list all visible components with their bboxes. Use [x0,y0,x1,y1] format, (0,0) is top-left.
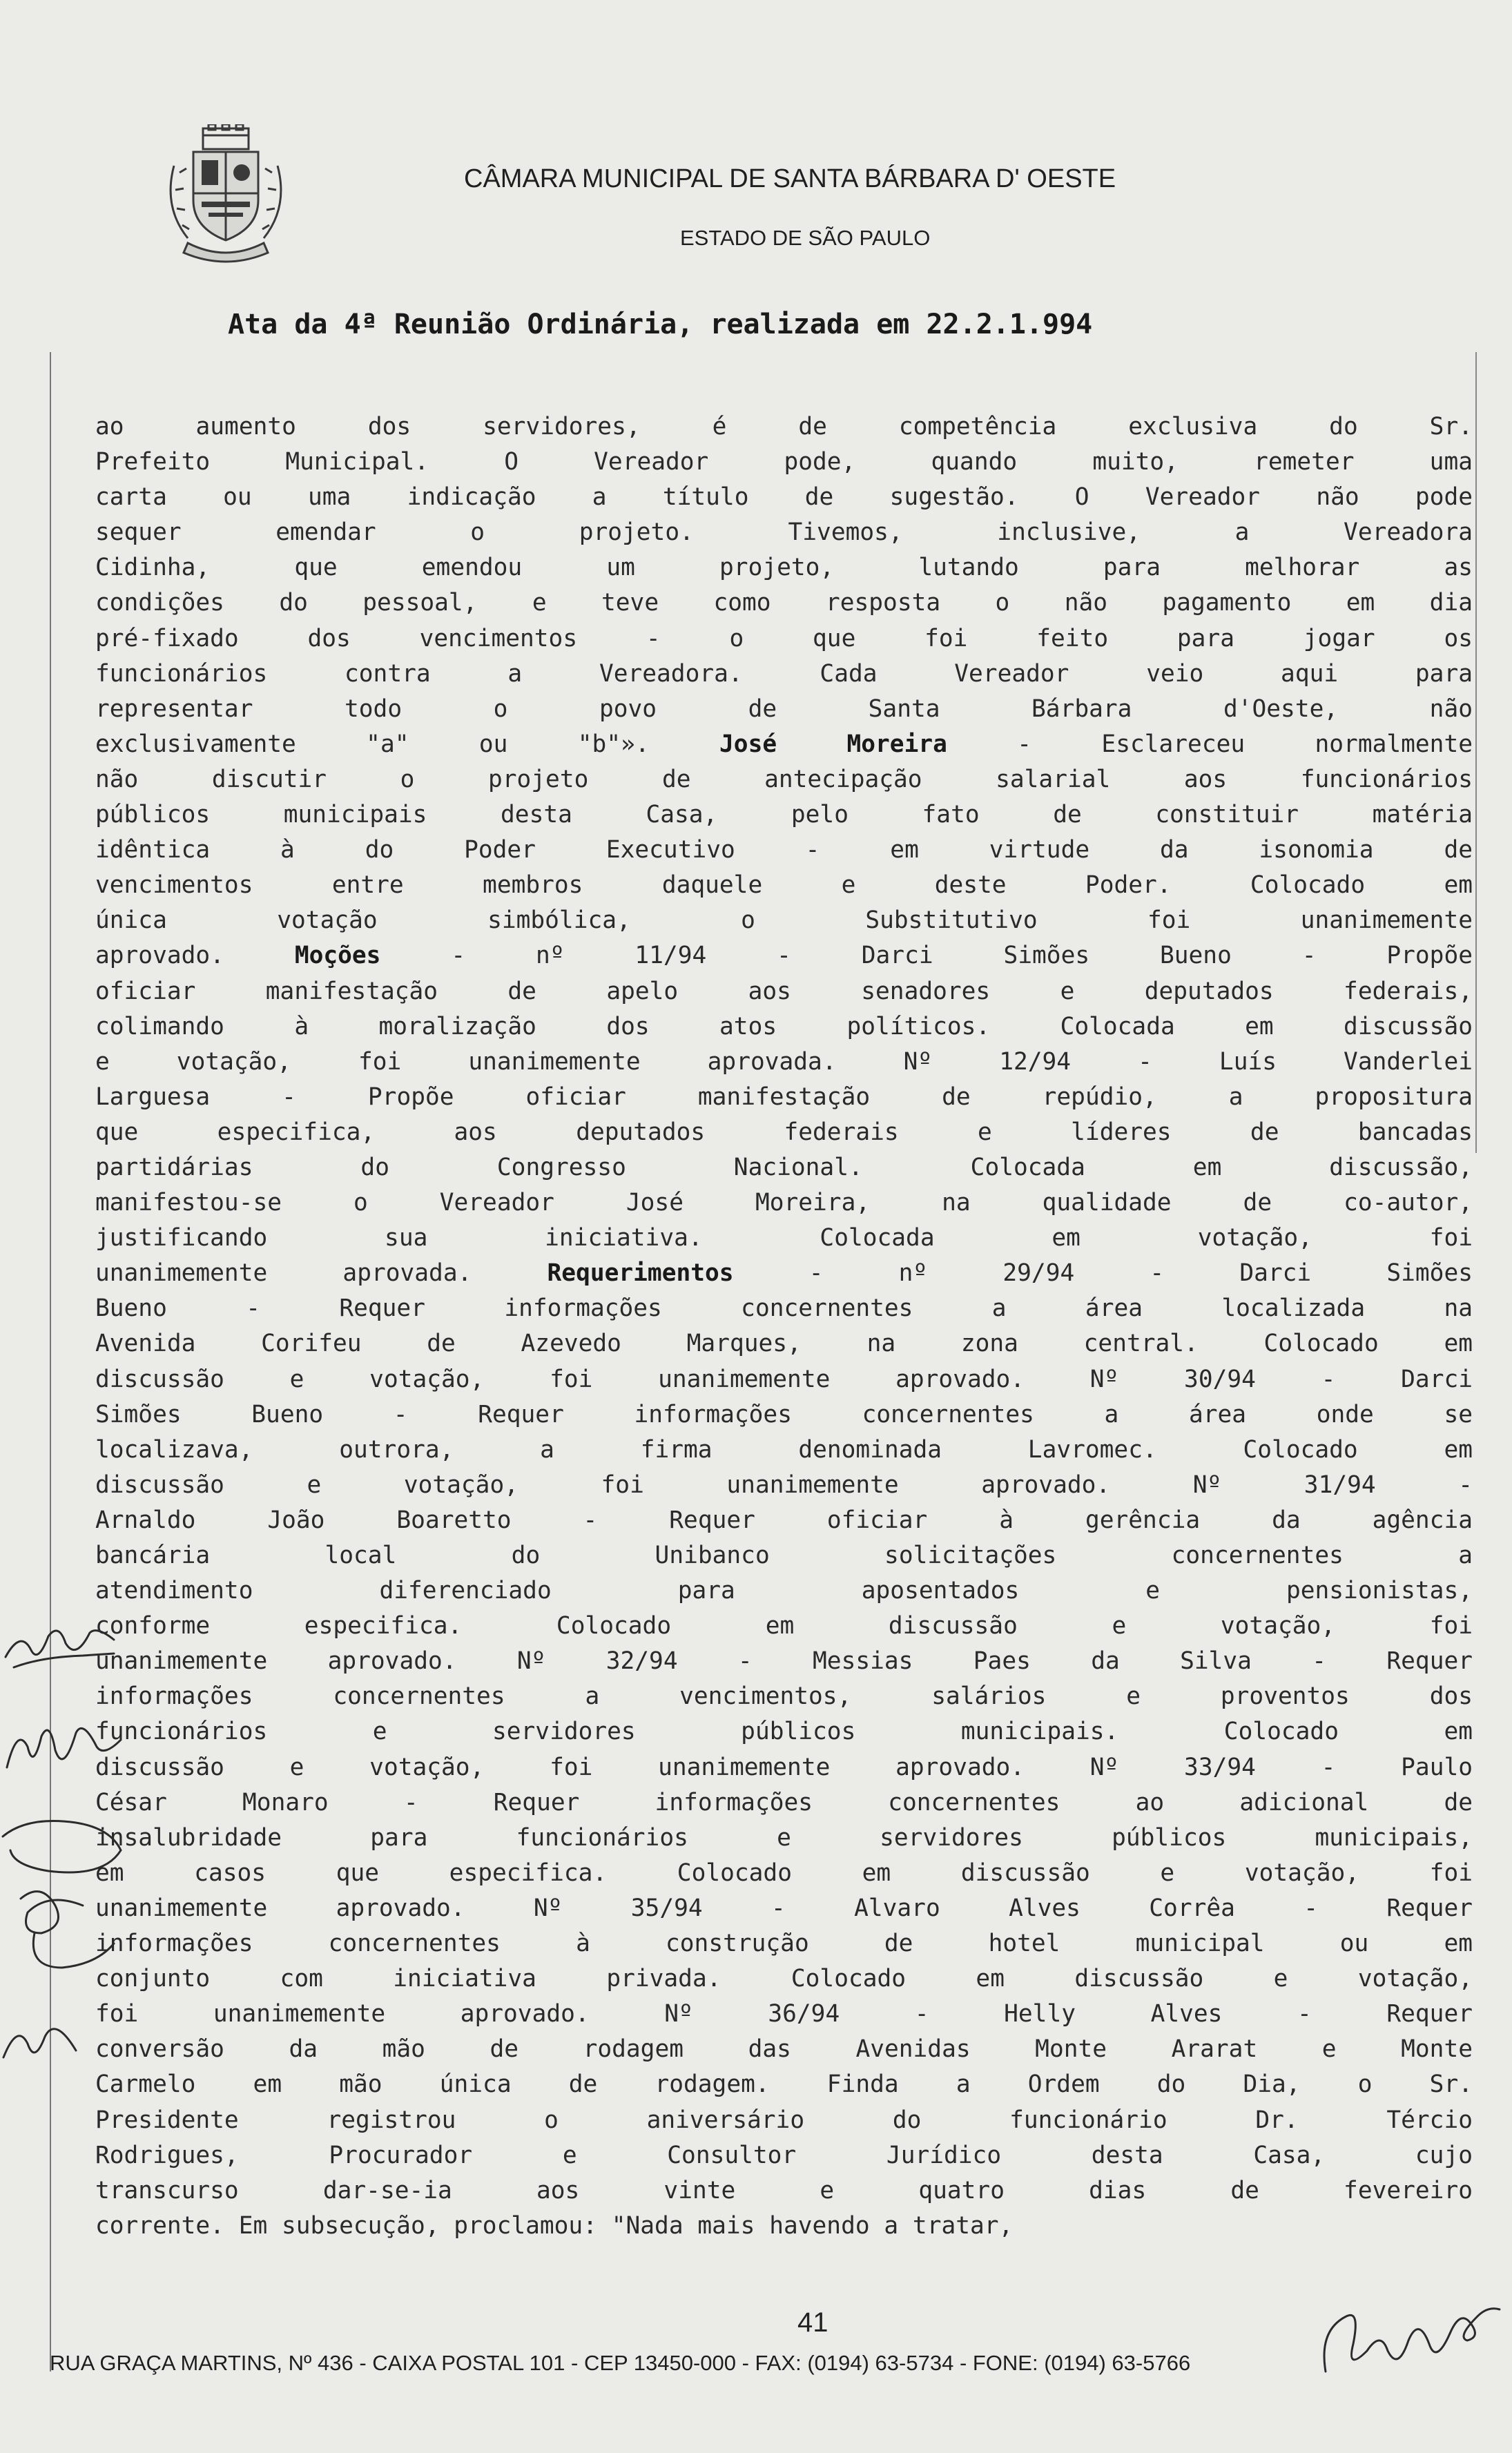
line-text: Avenida Corifeu de Azevedo Marques, na zona central. Colocado em [95,1330,1473,1358]
minutes-line [95,1362,1473,1397]
line-text: carta ou uma indicação a título de sugestão. O Vereador não pode [95,483,1473,512]
line-text: César Monaro - Requer informações concernentes ao adicional de [95,1788,1473,1816]
minutes-line [95,1185,1473,1221]
minutes-line [95,1291,1473,1326]
line-text: conjunto com iniciativa privada. Colocado em discussão e votação, [95,1965,1473,1993]
line-text: discussão e votação, foi unanimemente aprovado. Nº 31/94 - [95,1471,1473,1499]
minutes-line [95,1150,1473,1185]
minutes-line [95,2209,1473,2244]
minutes-line [95,1891,1473,1926]
line-text: públicos municipais desta Casa, pelo fato de constituir matéria [95,801,1473,829]
line-text: Cidinha, que emendou um projeto, lutando para melhorar as [95,554,1473,582]
line-text: que especifica, aos deputados federais e líderes de bancadas [95,1118,1473,1146]
line-text: condições do pessoal, e teve como resposta o não pagamento em dia [95,589,1473,617]
line-text: Prefeito Municipal. O Vereador pode, quando muito, remeter uma [95,448,1473,476]
line-text: discussão e votação, foi unanimemente aprovado. Nº 30/94 - Darci [95,1365,1473,1393]
minutes-line [95,2138,1473,2173]
minutes-line [95,1609,1473,1644]
minutes-line [95,903,1473,938]
line-text: manifestou-se o Vereador José Moreira, na qualidade de co-autor, [95,1189,1473,1217]
bold-heading: Requerimentos [547,1259,734,1288]
line-text: em casos que especifica. Colocado em discussão e votação, foi [95,1859,1473,1887]
bold-heading: José Moreira [719,730,947,758]
minutes-line [95,409,1473,445]
line-text: funcionários e servidores públicos municipais. Colocado em [95,1718,1473,1746]
minutes-line [95,1326,1473,1361]
line-text: unanimemente aprovado. Nº 35/94 - Alvaro Alves Corrêa - Requer [95,1894,1473,1922]
line-text: informações concernentes à construção de hotel municipal ou em [95,1930,1473,1958]
line-text: sequer emendar o projeto. Tivemos, inclusive, a Vereadora [95,518,1473,547]
page-number: 41 [797,2307,828,2338]
minutes-line [95,2067,1473,2102]
line-text: insalubridade para funcionários e servidores públicos municipais, [95,1823,1473,1852]
minutes-line [95,1714,1473,1749]
line-text: colimando à moralização dos atos políticos. Colocada em discussão [95,1012,1473,1040]
minutes-line [95,1221,1473,1256]
line-text: justificando sua iniciativa. Colocada em votação, foi [95,1224,1473,1252]
minutes-line [95,1644,1473,1679]
minutes-line [95,1468,1473,1503]
line-text: localizava, outrora, a firma denominada Lavromec. Colocado em [95,1435,1473,1464]
minutes-line [95,1926,1473,1961]
line-text: corrente. Em subsecução, proclamou: "Nada mais havendo a tratar, [95,2211,1014,2240]
line-text: - Esclareceu normalmente [947,730,1473,758]
line-text: e votação, foi unanimemente aprovada. Nº 12/94 - Luís Vanderlei [95,1047,1473,1076]
minutes-line [95,1961,1473,1997]
line-text: Arnaldo João Boaretto - Requer oficiar à gerência da agência [95,1506,1473,1534]
minutes-line [95,480,1473,515]
minutes-line [95,445,1473,480]
line-text: Carmelo em mão única de rodagem. Finda a Ordem do Dia, o Sr. [95,2071,1473,2099]
minutes-line [95,1538,1473,1573]
minutes-body [95,409,1473,2244]
right-margin-rule [1475,352,1477,1153]
minutes-line [95,515,1473,550]
minutes-line [95,2173,1473,2209]
minutes-line [95,1573,1473,1609]
line-text: Presidente registrou o aniversário do funcionário Dr. Tércio [95,2106,1473,2134]
line-text: foi unanimemente aprovado. Nº 36/94 - Helly Alves - Requer [95,2000,1473,2028]
minutes-line [95,2103,1473,2138]
municipal-coat-of-arms [160,124,291,266]
minutes-line [95,1679,1473,1714]
minutes-line [95,1750,1473,1785]
line-text: pré-fixado dos vencimentos - o que foi feito para jogar os [95,624,1473,652]
minutes-line [95,1503,1473,1538]
minutes-line [95,2032,1473,2067]
left-margin-rule [50,352,51,2372]
line-text: Simões Bueno - Requer informações concernentes a área onde se [95,1400,1473,1428]
line-text: conversão da mão de rodagem das Avenidas Monte Ararat e Monte [95,2035,1473,2064]
minutes-line [95,797,1473,833]
minutes-line [95,1080,1473,1115]
line-text: ao aumento dos servidores, é de competência exclusiva do Sr. [95,413,1473,440]
line-text: unanimemente aprovado. Nº 32/94 - Messias Paes da Silva - Requer [95,1647,1473,1676]
minutes-line [95,1821,1473,1856]
minutes-line [95,1785,1473,1821]
minutes-line [95,1115,1473,1150]
line-text: conforme especifica. Colocado em discussão e votação, foi [95,1612,1473,1640]
minutes-line [95,727,1473,762]
minutes-line [95,938,1473,973]
line-text: idêntica à do Poder Executivo - em virtude da isonomia de [95,836,1473,864]
minutes-line [95,1256,1473,1291]
line-text: exclusivamente "a" ou "b"». [95,730,720,758]
minutes-line [95,1856,1473,1891]
minutes-line [95,868,1473,903]
line-text: Bueno - Requer informações concernentes a área localizada na [95,1295,1473,1323]
institution-name: CÂMARA MUNICIPAL DE SANTA BÁRBARA D' OESTE [464,164,1116,193]
minutes-line [95,621,1473,657]
minutes-line [95,550,1473,585]
minutes-line [95,833,1473,868]
minutes-line [95,585,1473,621]
minutes-title: Ata da 4ª Reunião Ordinária, realizada em 22.2.1.994 [228,309,1093,340]
line-text: transcurso dar-se-ia aos vinte e quatro dias de fevereiro [95,2176,1473,2204]
line-text: vencimentos entre membros daquele e deste Poder. Colocado em [95,871,1473,900]
line-text: Larguesa - Propõe oficiar manifestação de repúdio, a propositura [95,1083,1473,1111]
minutes-line [95,1397,1473,1433]
minutes-line [95,657,1473,692]
line-text: representar todo o povo de Santa Bárbara d'Oeste, não [95,695,1473,723]
line-text: funcionários contra a Vereadora. Cada Vereador veio aqui para [95,659,1473,688]
line-text: partidárias do Congresso Nacional. Colocada em discussão, [95,1153,1473,1181]
minutes-line [95,974,1473,1009]
line-text: Rodrigues, Procurador e Consultor Jurídico desta Casa, cujo [95,2141,1473,2169]
line-text: informações concernentes a vencimentos, salários e proventos dos [95,1683,1473,1711]
bold-heading: Moções [294,942,381,970]
minutes-line [95,1009,1473,1045]
line-text: atendimento diferenciado para aposentados e pensionistas, [95,1577,1473,1605]
minutes-line [95,762,1473,797]
line-text: não discutir o projeto de antecipação salarial aos funcionários [95,765,1473,793]
state-name: ESTADO DE SÃO PAULO [680,226,931,250]
line-text: bancária local do Unibanco solicitações concernentes a [95,1542,1473,1569]
minutes-line [95,692,1473,727]
footer-address: RUA GRAÇA MARTINS, Nº 436 - CAIXA POSTAL 101 - CEP 13450-000 - FAX: (0194) 63-5734 - FONE: (0194) 63-5766 [50,2351,1191,2375]
line-text: aprovado. [95,942,295,970]
line-text: oficiar manifestação de apelo aos senadores e deputados federais, [95,977,1473,1005]
line-text: unanimemente aprovada. [95,1259,547,1288]
line-text: discussão e votação, foi unanimemente aprovado. Nº 33/94 - Paulo [95,1753,1473,1781]
line-text: - nº 11/94 - Darci Simões Bueno - Propõe [380,942,1473,970]
minutes-line [95,1045,1473,1080]
line-text: - nº 29/94 - Darci Simões [733,1259,1473,1288]
line-text: única votação simbólica, o Substitutivo foi unanimemente [95,906,1473,935]
minutes-line [95,1433,1473,1468]
minutes-line [95,1997,1473,2032]
